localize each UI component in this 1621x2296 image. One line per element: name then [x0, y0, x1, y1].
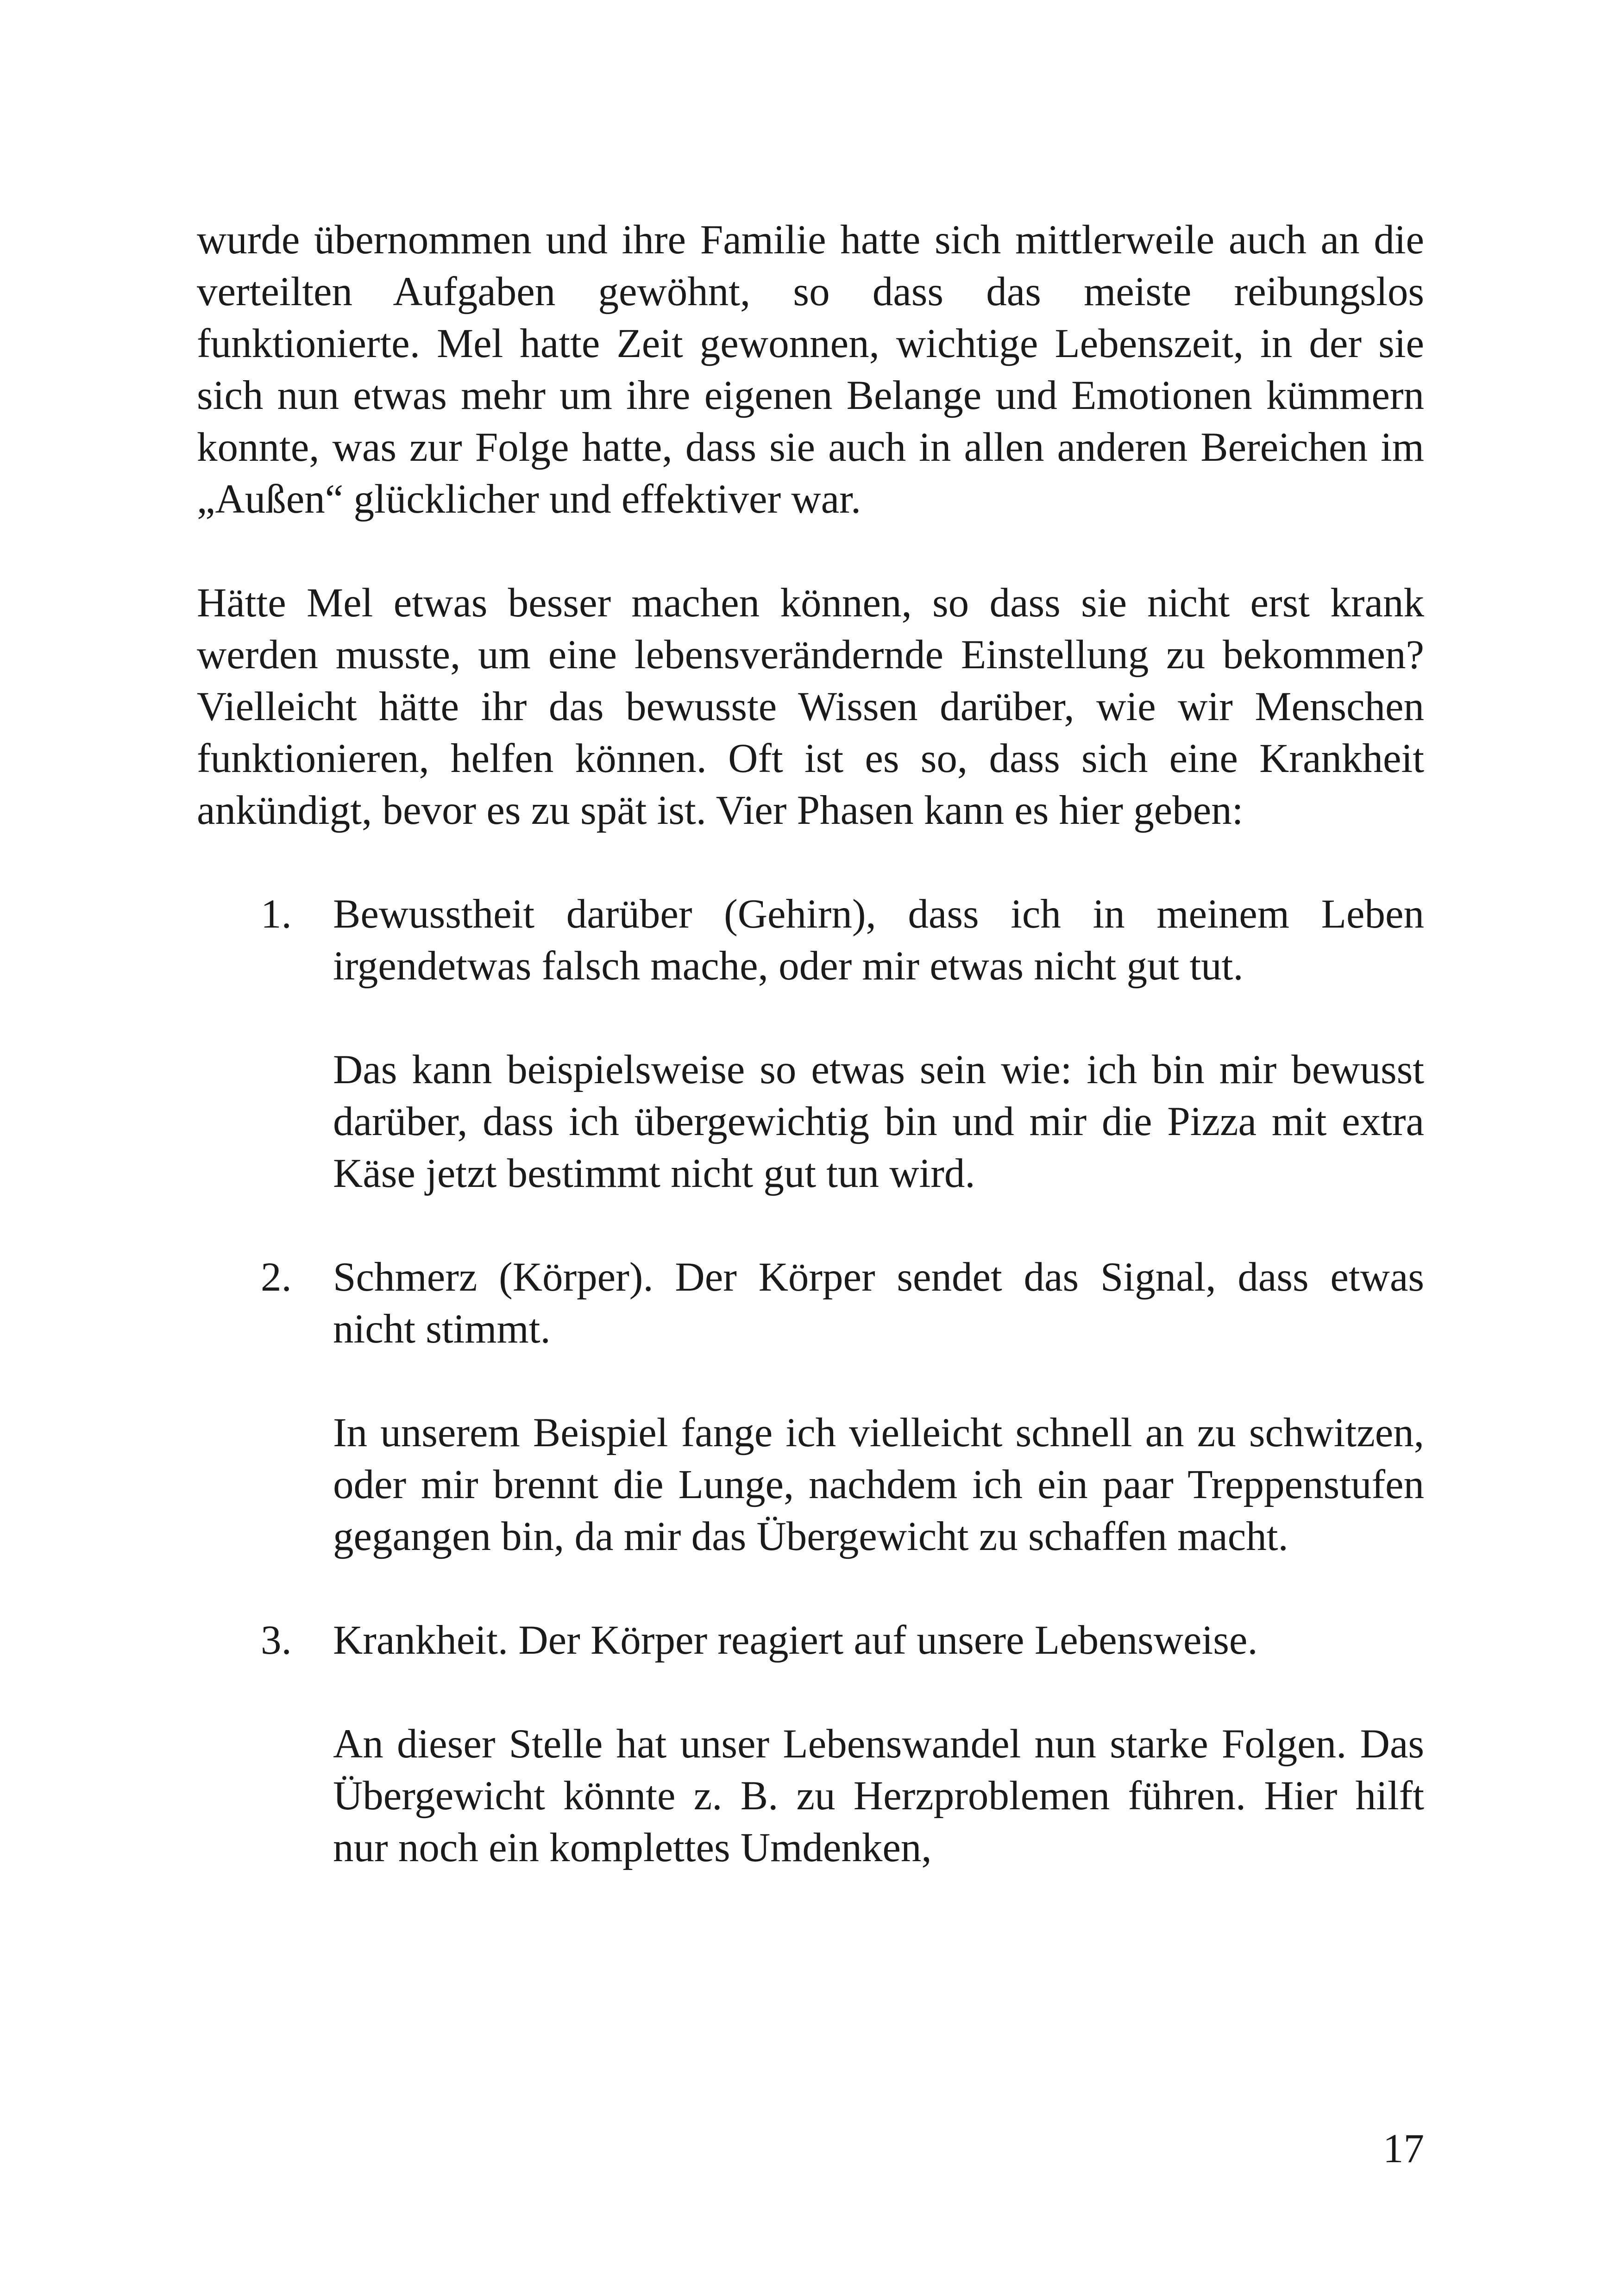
- list-item-heading: Krankheit. Der Körper reagiert auf unsere Lebensweise.: [333, 1618, 1258, 1663]
- list-item-number: 1.: [261, 891, 292, 937]
- paragraph-2: Hätte Mel etwas besser machen können, so dass sie nicht erst krank werden musste, um eine lebensverändernde Einstellung zu bekommen? Vielleicht hätte ihr das bewusste Wissen darüber, wie wir Menschen funktionieren, helfen können. Oft ist es so, dass sich eine Krankheit ankündigt, bevor es zu spät ist. Vier Phasen kann es hier geben:: [197, 580, 1424, 833]
- list-item-number: 3.: [261, 1618, 292, 1663]
- paragraph-1: wurde übernommen und ihre Familie hatte sich mittlerweile auch an die verteilten Aufgaben gewöhnt, so dass das meiste reibungslos funktionierte. Mel hatte Zeit gewonnen, wichtige Lebenszeit, in der sie sich nun etwas mehr um ihre eigenen Belange und Emotionen kümmern konnte, was zur Folge hatte, dass sie auch in allen anderen Bereichen im „Außen“ glücklicher und effektiver war.: [197, 217, 1424, 522]
- list-item-heading: Bewusstheit darüber (Gehirn), dass ich in meinem Leben irgendetwas falsch mache, oder mir etwas nicht gut tut.: [333, 891, 1424, 989]
- page-body: [197, 214, 1424, 1926]
- list-item: [197, 1614, 1424, 1874]
- list-item-body: An dieser Stelle hat unser Lebenswandel nun starke Folgen. Das Übergewicht könnte z. B. zu Herzproblemen führen. Hier hilft nur noch ein komplettes Umdenken,: [333, 1721, 1424, 1870]
- list-item-heading: Schmerz (Körper). Der Körper sendet das Signal, dass etwas nicht stimmt.: [333, 1255, 1424, 1352]
- list-item: [197, 888, 1424, 1199]
- page-number: 17: [1383, 2126, 1424, 2171]
- list-item-body: Das kann beispielsweise so etwas sein wie: ich bin mir bewusst darüber, dass ich übergewichtig bin und mir die Pizza mit extra Käse jetzt bestimmt nicht gut tun wird.: [333, 1047, 1424, 1196]
- list-item: [197, 1251, 1424, 1562]
- phase-list: [197, 888, 1424, 1874]
- list-item-number: 2.: [261, 1255, 292, 1300]
- list-item-body: In unserem Beispiel fange ich vielleicht schnell an zu schwitzen, oder mir brennt die Lunge, nachdem ich ein paar Treppenstufen gegangen bin, da mir das Übergewicht zu schaffen macht.: [333, 1410, 1424, 1559]
